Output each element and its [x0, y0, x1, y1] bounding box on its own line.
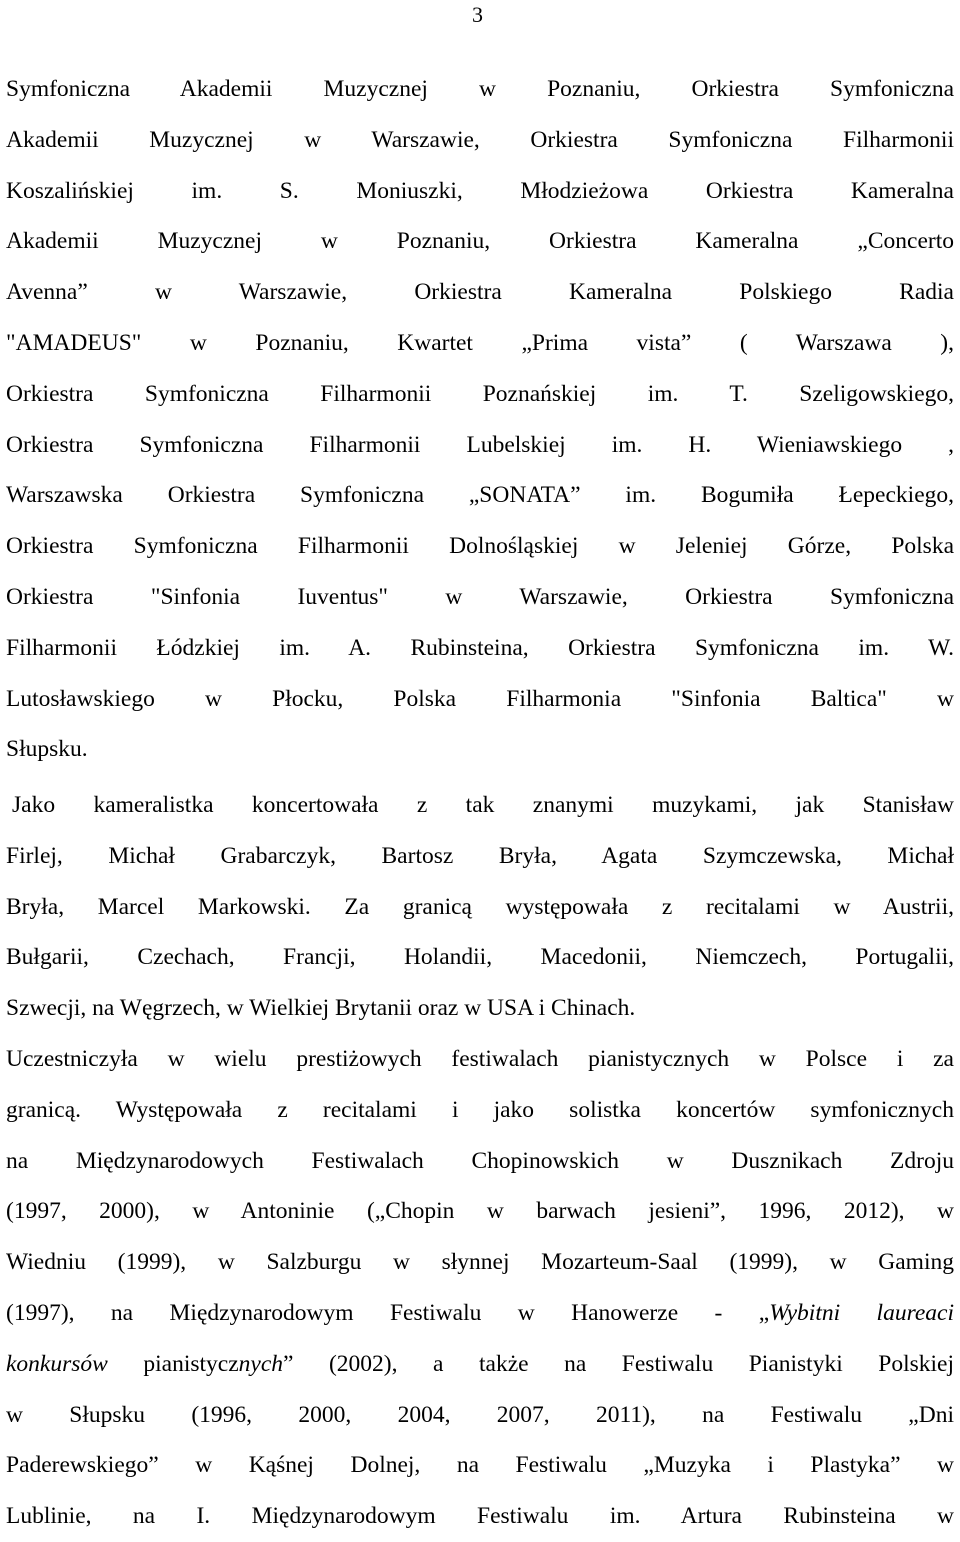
- text-line: Filharmonii Łódzkiej im. A. Rubinsteina, Orkiestra Symfoniczna im. W.: [6, 634, 954, 661]
- text-line: Akademii Muzycznej w Poznaniu, Orkiestra Kameralna „Concerto: [6, 228, 954, 255]
- paragraph-career: [6, 780, 954, 1542]
- text-line: Lutosławskiego w Płocku, Polska Filharmonia "Sinfonia Baltica" w: [6, 685, 954, 712]
- italic-text: Wybitni laureaci: [769, 1299, 954, 1326]
- text-run: pianistycz: [107, 1350, 239, 1377]
- text-line: (1997, 2000), w Antoninie („Chopin w barwach jesieni”, 1996, 2012), w: [6, 1198, 954, 1225]
- text-line: Orkiestra Symfoniczna Filharmonii Poznańskiej im. T. Szeligowskiego,: [6, 380, 954, 407]
- text-line: Orkiestra Symfoniczna Filharmonii Lubelskiej im. H. Wieniawskiego ,: [6, 431, 954, 458]
- text-line: w Słupsku (1996, 2000, 2004, 2007, 2011), na Festiwalu „Dni: [6, 1401, 954, 1428]
- text-line: Symfoniczna Akademii Muzycznej w Poznaniu, Orkiestra Symfoniczna: [6, 76, 954, 102]
- text-line: Jako kameralistka koncertowała z tak znanymi muzykami, jak Stanisław: [12, 792, 954, 818]
- text-run: ” (2002), a także na Festiwalu Pianistyki Polskiej: [283, 1350, 954, 1377]
- text-line: "AMADEUS" w Poznaniu, Kwartet „Prima vista” ( Warszawa ),: [6, 329, 954, 356]
- text-line: Bułgarii, Czechach, Francji, Holandii, Macedonii, Niemczech, Portugalii,: [6, 944, 954, 971]
- text-line: Avenna” w Warszawie, Orkiestra Kameralna Polskiego Radia: [6, 279, 954, 306]
- text-line: [6, 1339, 954, 1390]
- text-line: Orkiestra "Sinfonia Iuventus" w Warszawie, Orkiestra Symfoniczna: [6, 583, 954, 610]
- text-line: Paderewskiego” w Kąśnej Dolnej, na Festiwalu „Muzyka i Plastyka” w: [6, 1452, 954, 1479]
- text-line: Firlej, Michał Grabarczyk, Bartosz Bryła, Agata Szymczewska, Michał: [6, 842, 954, 869]
- paragraph-orchestras: [6, 64, 954, 775]
- text-line: Szwecji, na Węgrzech, w Wielkiej Brytanii oraz w USA i Chinach.: [6, 995, 636, 1022]
- text-run: (1997), na Międzynarodowym Festiwalu w Hanowerze - „: [6, 1299, 770, 1326]
- text-line: Lublinie, na I. Międzynarodowym Festiwalu im. Artura Rubinsteina w: [6, 1503, 954, 1530]
- text-line: granicą. Występowała z recitalami i jako solistka koncertów symfonicznych: [6, 1096, 954, 1123]
- text-line: [6, 1288, 954, 1339]
- italic-text: konkursów: [6, 1350, 108, 1377]
- page-number: 3: [472, 2, 483, 27]
- text-line: Koszalińskiej im. S. Moniuszki, Młodzieżowa Orkiestra Kameralna: [6, 177, 954, 204]
- text-line: Bryła, Marcel Markowski. Za granicą występowała z recitalami w Austrii,: [6, 893, 954, 920]
- text-line: Wiedniu (1999), w Salzburgu w słynnej Mozarteum-Saal (1999), w Gaming: [6, 1249, 954, 1276]
- text-line: Słupsku.: [6, 736, 88, 763]
- text-line: na Międzynarodowych Festiwalach Chopinowskich w Dusznikach Zdroju: [6, 1147, 954, 1174]
- text-line: Akademii Muzycznej w Warszawie, Orkiestra Symfoniczna Filharmonii: [6, 126, 954, 153]
- text-line: Orkiestra Symfoniczna Filharmonii Dolnośląskiej w Jeleniej Górze, Polska: [6, 533, 954, 560]
- italic-text: nych: [238, 1350, 284, 1377]
- text-line: Uczestniczyła w wielu prestiżowych festiwalach pianistycznych w Polsce i za: [6, 1045, 954, 1072]
- text-line: Warszawska Orkiestra Symfoniczna „SONATA” im. Bogumiła Łepeckiego,: [6, 482, 954, 509]
